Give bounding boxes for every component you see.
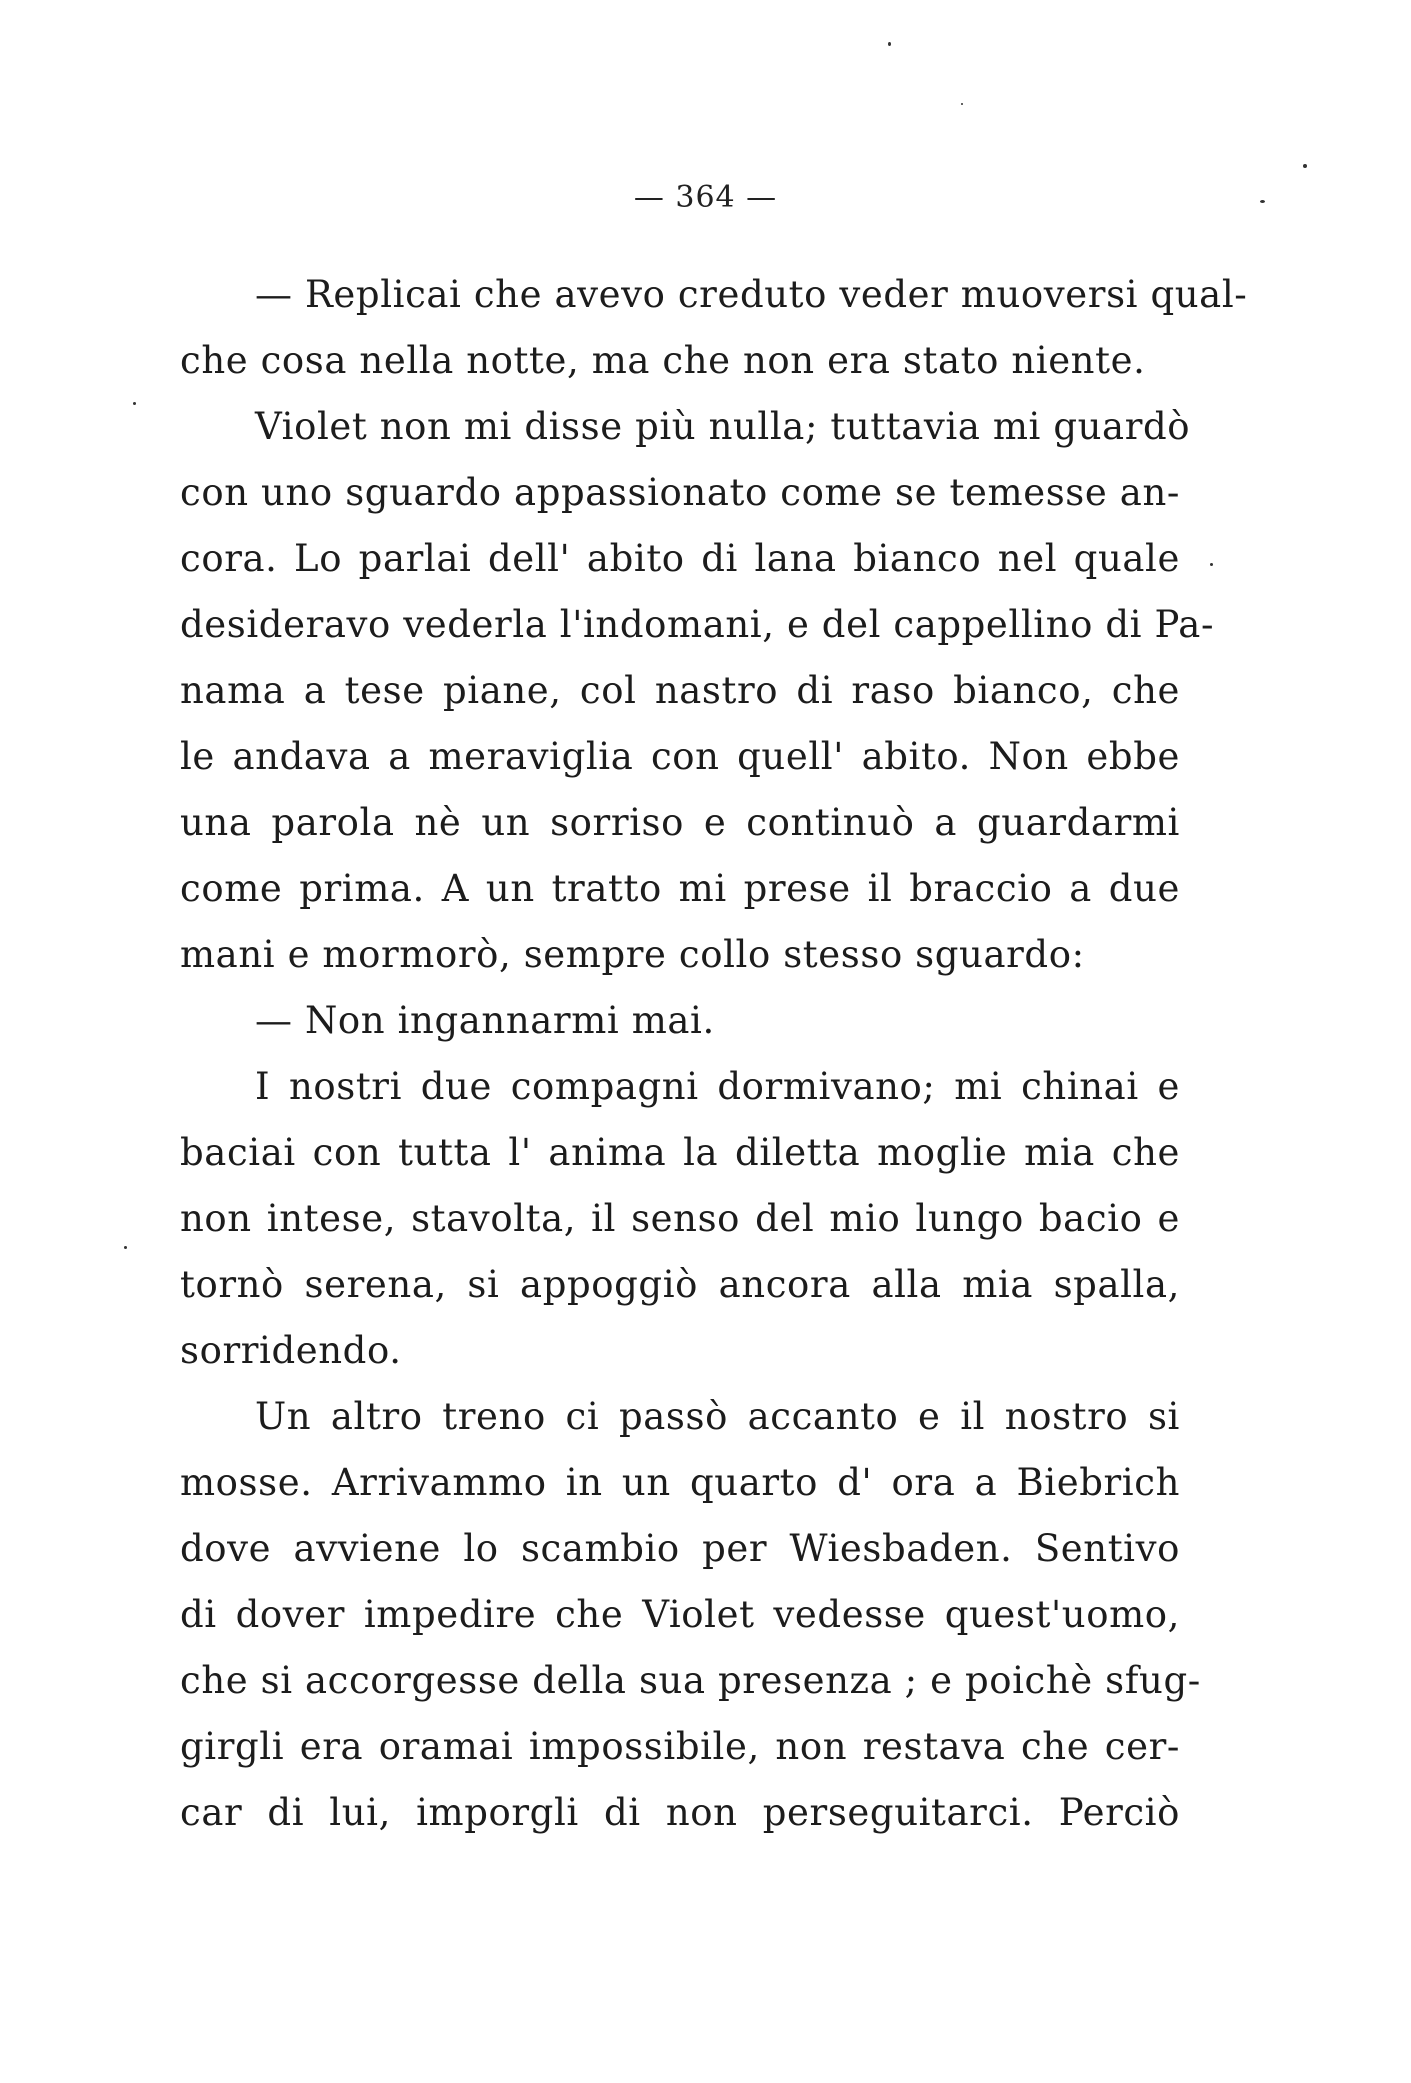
text-line: come prima. A un tratto mi prese il braccio a due xyxy=(180,867,1180,910)
text-line: car di lui, imporgli di non perseguitarci. Perciò xyxy=(180,1791,1180,1834)
text-line: mani e mormorò, sempre collo stesso sguardo: xyxy=(180,933,1085,976)
scan-speck xyxy=(124,1246,127,1249)
text-line: — Non ingannarmi mai. xyxy=(255,999,715,1042)
text-line: cora. Lo parlai dell' abito di lana bianco nel quale xyxy=(180,537,1180,580)
scan-speck xyxy=(888,42,891,46)
scan-speck xyxy=(961,103,963,105)
text-line: desideravo vederla l'indomani, e del cappellino di Pa- xyxy=(180,603,1215,646)
text-line: — Replicai che avevo creduto veder muoversi qual- xyxy=(255,273,1248,316)
text-line: Un altro treno ci passò accanto e il nostro si xyxy=(255,1395,1180,1438)
text-line: di dover impedire che Violet vedesse quest'uomo, xyxy=(180,1593,1180,1636)
text-line: Violet non mi disse più nulla; tuttavia mi guardò xyxy=(255,405,1191,448)
body-text xyxy=(180,262,1248,1846)
text-line: baciai con tutta l' anima la diletta moglie mia che xyxy=(180,1131,1180,1174)
text-line: non intese, stavolta, il senso del mio lungo bacio e xyxy=(180,1197,1180,1240)
text-line: tornò serena, si appoggiò ancora alla mia spalla, xyxy=(180,1263,1180,1306)
text-line: girgli era oramai impossibile, non restava che cer- xyxy=(180,1725,1180,1768)
text-line: mosse. Arrivammo in un quarto d' ora a Biebrich xyxy=(180,1461,1180,1504)
text-line: I nostri due compagni dormivano; mi chinai e xyxy=(255,1065,1180,1108)
text-line: nama a tese piane, col nastro di raso bianco, che xyxy=(180,669,1180,712)
text-line: che si accorgesse della sua presenza ; e poichè sfug- xyxy=(180,1659,1201,1702)
scan-speck xyxy=(133,402,136,405)
text-line: che cosa nella notte, ma che non era stato niente. xyxy=(180,339,1146,382)
text-line: una parola nè un sorriso e continuò a guardarmi xyxy=(180,801,1180,844)
scan-speck xyxy=(1210,563,1213,566)
page-number: — 364 — xyxy=(633,180,778,215)
text-line: dove avviene lo scambio per Wiesbaden. Sentivo xyxy=(180,1527,1180,1570)
text-line: sorridendo. xyxy=(180,1329,402,1372)
text-line: con uno sguardo appassionato come se temesse an- xyxy=(180,471,1180,514)
scan-speck xyxy=(1303,164,1307,168)
text-line: le andava a meraviglia con quell' abito. Non ebbe xyxy=(180,735,1180,778)
scan-speck xyxy=(1260,200,1265,203)
